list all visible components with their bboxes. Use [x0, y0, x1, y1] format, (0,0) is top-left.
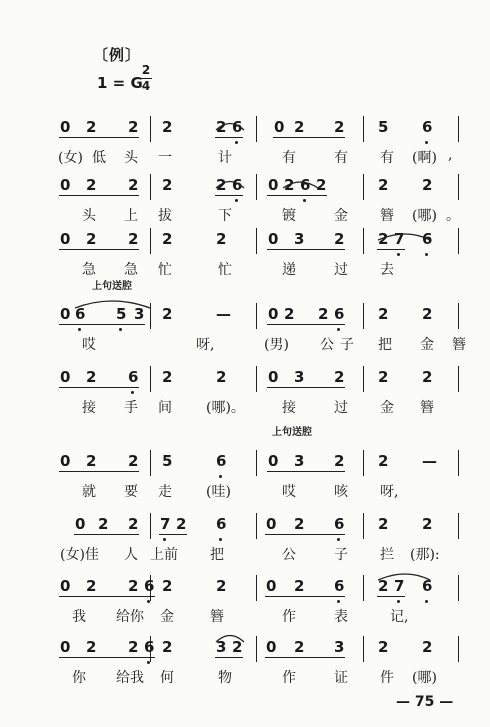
lyric-syllable: 忙 — [218, 262, 232, 278]
lyric-syllable: 簪 — [452, 337, 466, 353]
lyric-syllable: 上前 — [150, 547, 178, 563]
jianpu-note: 0 — [268, 368, 279, 386]
lyric-syllable: (哪)。 — [206, 400, 245, 416]
jianpu-note: 6 — [334, 305, 345, 323]
jianpu-note: 0 — [266, 515, 277, 533]
lyric-syllable: 低 — [92, 150, 106, 166]
lyric-syllable: 簪 — [420, 400, 434, 416]
jianpu-note: 2 — [176, 515, 187, 533]
slur — [378, 574, 430, 580]
jianpu-note: 6 — [144, 577, 155, 595]
jianpu-note: 2 — [422, 515, 433, 533]
lyric-syllable: 作 — [282, 670, 296, 686]
jianpu-note: 2 — [98, 515, 109, 533]
jianpu-note: 2 — [378, 368, 389, 386]
lyric-syllable: 作 — [282, 609, 296, 625]
lyric-syllable: 头 — [124, 150, 138, 166]
page-number: — 75 — — [396, 694, 454, 710]
lyric-syllable: 一 — [158, 150, 172, 166]
lyric-syllable: , — [448, 147, 453, 163]
jianpu-note: 0 — [268, 230, 279, 248]
lyric-syllable: (哪) — [412, 670, 437, 686]
lyric-syllable: (哇) — [206, 484, 231, 500]
lyric-syllable: 上 — [124, 208, 138, 224]
jianpu-note: 2 — [128, 577, 139, 595]
jianpu-note: 2 — [334, 452, 345, 470]
jianpu-note: 2 — [422, 368, 433, 386]
lyric-syllable: 去 — [380, 262, 394, 278]
jianpu-note: 2 — [334, 230, 345, 248]
jianpu-note: 6 — [334, 515, 345, 533]
slur — [378, 234, 430, 240]
lyric-syllable: 金 — [380, 400, 394, 416]
jianpu-note: 2 — [128, 638, 139, 656]
lyric-syllable: 哎 — [82, 337, 96, 353]
lyric-syllable: 手 — [124, 400, 138, 416]
example-label: 〔例〕 — [93, 46, 142, 64]
jianpu-note: 2 — [232, 638, 243, 656]
jianpu-note: 2 — [422, 305, 433, 323]
jianpu-note: 2 — [294, 515, 305, 533]
lyric-syllable: 金 — [420, 337, 434, 353]
jianpu-note: 2 — [422, 176, 433, 194]
jianpu-note: 2 — [294, 118, 305, 136]
lyric-syllable: 呀, — [380, 484, 399, 500]
jianpu-note: 0 — [274, 118, 285, 136]
jianpu-note: 2 — [284, 305, 295, 323]
meter-top: 2 — [141, 63, 151, 77]
jianpu-note: 2 — [128, 230, 139, 248]
lyric-syllable: 给我 — [116, 670, 144, 686]
lyric-syllable: 人 — [124, 547, 138, 563]
jianpu-note: 3 — [334, 638, 345, 656]
lyric-syllable: 有 — [334, 150, 348, 166]
jianpu-note: 6 — [144, 638, 155, 656]
lyric-syllable: (哪) — [412, 208, 437, 224]
lyric-syllable: 子 — [340, 337, 354, 353]
jianpu-note: 6 — [216, 452, 227, 470]
jianpu-note: 5 — [378, 118, 389, 136]
lyric-syllable: 记, — [390, 609, 409, 625]
jianpu-note: 2 — [162, 230, 173, 248]
jianpu-note: 0 — [266, 577, 277, 595]
jianpu-note: 0 — [60, 176, 71, 194]
jianpu-note: 3 — [294, 452, 305, 470]
jianpu-note: 6 — [422, 118, 433, 136]
lyric-syllable: 把 — [210, 547, 224, 563]
lyric-syllable: 金 — [334, 208, 348, 224]
lyric-syllable: 金 — [160, 609, 174, 625]
jianpu-note: 2 — [378, 515, 389, 533]
lyric-syllable: (女) — [58, 150, 83, 166]
jianpu-note: 2 — [162, 638, 173, 656]
jianpu-note: 0 — [266, 638, 277, 656]
lyric-syllable: 把 — [378, 337, 392, 353]
jianpu-note: 6 — [128, 368, 139, 386]
lyric-syllable: 有 — [282, 150, 296, 166]
jianpu-note: 6 — [232, 176, 243, 194]
lyric-syllable: 接 — [282, 400, 296, 416]
jianpu-note: 2 — [162, 368, 173, 386]
jianpu-note: 2 — [128, 118, 139, 136]
lyric-syllable: 接 — [82, 400, 96, 416]
lyric-syllable: 急 — [124, 262, 138, 278]
jianpu-note: 2 — [216, 577, 227, 595]
jianpu-note: 2 — [128, 176, 139, 194]
jianpu-note: 6 — [334, 577, 345, 595]
slur — [216, 636, 244, 643]
lyric-syllable: 递 — [282, 262, 296, 278]
jianpu-note: 0 — [60, 368, 71, 386]
jianpu-note: 3 — [294, 368, 305, 386]
jianpu-note: 3 — [216, 638, 227, 656]
lyric-syllable: 给你 — [116, 609, 144, 625]
jianpu-note: 2 — [86, 577, 97, 595]
lyric-syllable: 证 — [334, 670, 348, 686]
jianpu-note: 2 — [284, 176, 295, 194]
lyric-syllable: (啊) — [412, 150, 437, 166]
jianpu-note: 3 — [134, 305, 145, 323]
slur — [283, 182, 318, 188]
jianpu-note: 7 — [394, 577, 405, 595]
lyric-syllable: 哎 — [282, 484, 296, 500]
jianpu-note: 0 — [75, 515, 86, 533]
jianpu-note: 2 — [378, 176, 389, 194]
jianpu-note: 2 — [216, 230, 227, 248]
lyric-syllable: 物 — [218, 670, 232, 686]
jianpu-note: 0 — [60, 230, 71, 248]
jianpu-note: 2 — [294, 638, 305, 656]
lyric-syllable: 镀 — [282, 208, 296, 224]
jianpu-note: 7 — [160, 515, 171, 533]
jianpu-note: 7 — [394, 230, 405, 248]
jianpu-note: 2 — [162, 305, 173, 323]
jianpu-note: 2 — [128, 452, 139, 470]
jianpu-note: 0 — [60, 638, 71, 656]
lyric-syllable: 走 — [158, 484, 172, 500]
jianpu-note: 0 — [60, 305, 71, 323]
key-signature: 1 = G — [97, 74, 143, 92]
lyric-syllable: 呀, — [196, 337, 215, 353]
lyric-syllable: (男) — [264, 337, 289, 353]
lyric-syllable: (那): — [410, 547, 440, 563]
jianpu-note: 2 — [294, 577, 305, 595]
jianpu-note: 2 — [316, 176, 327, 194]
lyric-syllable: 下 — [218, 208, 232, 224]
jianpu-note: 2 — [216, 118, 227, 136]
jianpu-note: 0 — [60, 577, 71, 595]
jianpu-note: 6 — [422, 577, 433, 595]
jianpu-note: 2 — [216, 176, 227, 194]
jianpu-note: 2 — [378, 638, 389, 656]
lyric-syllable: 忙 — [158, 262, 172, 278]
jianpu-note: 3 — [294, 230, 305, 248]
lyric-syllable: 我 — [72, 609, 86, 625]
jianpu-note: 2 — [334, 118, 345, 136]
lyric-syllable: 簪 — [380, 208, 394, 224]
jianpu-note: 2 — [86, 118, 97, 136]
jianpu-note: 2 — [334, 368, 345, 386]
jianpu-note: 2 — [378, 305, 389, 323]
jianpu-note: 2 — [86, 452, 97, 470]
jianpu-note: 6 — [232, 118, 243, 136]
lyric-syllable: 有 — [380, 150, 394, 166]
jianpu-note: 2 — [162, 577, 173, 595]
jianpu-note: 0 — [268, 176, 279, 194]
lyric-syllable: 就 — [82, 484, 96, 500]
jianpu-note: 0 — [268, 305, 279, 323]
lyric-syllable: 你 — [72, 670, 86, 686]
lyric-syllable: 间 — [158, 400, 172, 416]
lyric-syllable: 件 — [380, 670, 394, 686]
lyric-syllable: 子 — [334, 547, 348, 563]
jianpu-note: 2 — [86, 638, 97, 656]
jianpu-note: 0 — [60, 452, 71, 470]
jianpu-note: — — [422, 452, 437, 470]
jianpu-note: 6 — [300, 176, 311, 194]
jianpu-note: 2 — [86, 176, 97, 194]
slur — [216, 182, 244, 189]
jianpu-note: 2 — [216, 368, 227, 386]
jianpu-note: 2 — [86, 230, 97, 248]
lyric-syllable: 咳 — [334, 484, 348, 500]
lyric-syllable: 计 — [218, 150, 232, 166]
jianpu-note: 2 — [86, 368, 97, 386]
lyric-syllable: 头 — [82, 208, 96, 224]
jianpu-note: 6 — [75, 305, 86, 323]
jianpu-note: 6 — [216, 515, 227, 533]
lyric-syllable: 何 — [160, 670, 174, 686]
lyric-syllable: 要 — [124, 484, 138, 500]
lyric-syllable: 拔 — [158, 208, 172, 224]
meter-bottom: 4 — [141, 79, 151, 93]
phrase-tag: 上句送腔 — [92, 281, 132, 292]
jianpu-note: 0 — [268, 452, 279, 470]
lyric-syllable: 公 — [282, 547, 296, 563]
jianpu-note: 2 — [378, 577, 389, 595]
lyric-syllable: 过 — [334, 400, 348, 416]
jianpu-note: 2 — [318, 305, 329, 323]
jianpu-note: 2 — [162, 118, 173, 136]
jianpu-note: 2 — [378, 452, 389, 470]
jianpu-note: 5 — [162, 452, 173, 470]
jianpu-note: — — [216, 305, 231, 323]
jianpu-note: 0 — [60, 118, 71, 136]
jianpu-note: 6 — [422, 230, 433, 248]
lyric-syllable: 簪 — [210, 609, 224, 625]
jianpu-note: 2 — [378, 230, 389, 248]
lyric-syllable: 。 — [446, 208, 460, 224]
phrase-tag: 上句送腔 — [272, 427, 312, 438]
jianpu-note: 2 — [162, 176, 173, 194]
slur — [75, 301, 150, 308]
lyric-syllable: 表 — [334, 609, 348, 625]
jianpu-note: 5 — [116, 305, 127, 323]
slur — [216, 124, 244, 131]
lyric-syllable: (女)佳 — [60, 547, 99, 563]
lyric-syllable: 公 — [320, 337, 334, 353]
lyric-syllable: 急 — [82, 262, 96, 278]
lyric-syllable: 过 — [334, 262, 348, 278]
jianpu-note: 2 — [128, 515, 139, 533]
lyric-syllable: 拦 — [380, 547, 394, 563]
jianpu-note: 2 — [422, 638, 433, 656]
